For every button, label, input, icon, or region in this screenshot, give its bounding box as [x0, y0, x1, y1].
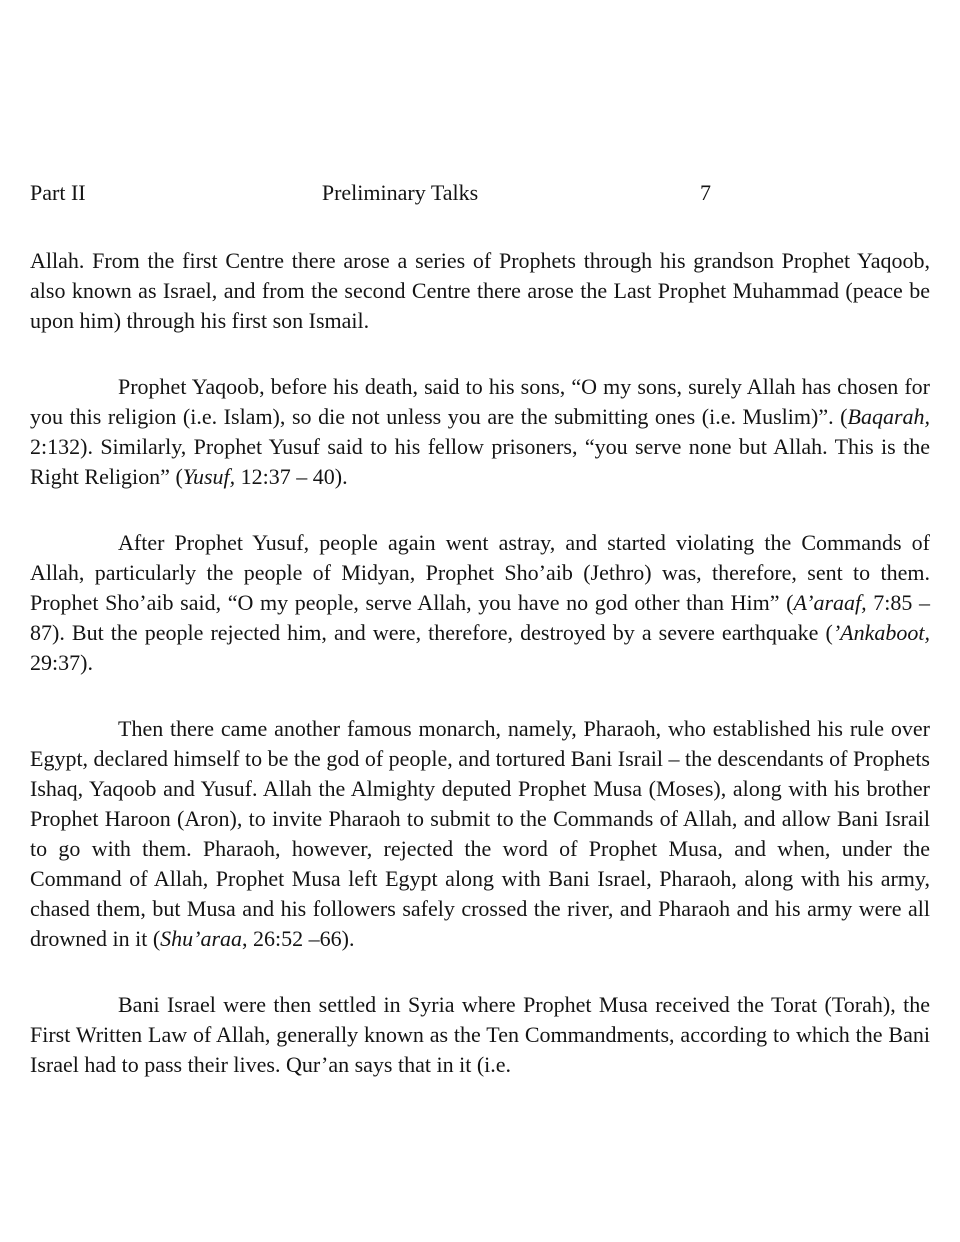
header-part-label: Part II	[30, 180, 86, 205]
paragraph	[30, 714, 930, 954]
text-run: Allah. From the first Centre there arose a series of Prophets through his grandson Prophet Yaqoob, also known as Israel, and from the second Centre there arose the Last Prophet Muhammad (peace be upon him) through his first son Ismail.	[30, 248, 930, 333]
text-run: Bani Israel were then settled in Syria where Prophet Musa received the Torat (Torah), the First Written Law of Allah, generally known as the Ten Commandments, according to which the Bani Israel had to pass their lives. Qur’an says that in it (i.e.	[30, 992, 930, 1077]
citation-source: ’Ankaboot,	[832, 620, 930, 645]
paragraph	[30, 246, 930, 336]
paragraph	[30, 528, 930, 678]
page-header	[30, 178, 930, 208]
text-run: After Prophet Yusuf, people again went astray, and started violating the Commands of Allah, particularly the people of Midyan, Prophet Sho’aib (Jethro) was, therefore, sent to them. Prophet Sho’aib said, “O my people, serve Allah, you have no god other than Him” (	[30, 530, 930, 615]
paragraph	[30, 372, 930, 492]
citation-source: Yusuf,	[182, 464, 236, 489]
page-body	[30, 246, 930, 1080]
header-chapter-title: Preliminary Talks	[321, 180, 479, 205]
text-run: Prophet Yaqoob, before his death, said to his sons, “O my sons, surely Allah has chosen for you this religion (i.e. Islam), so die not unless you are the submitting ones (i.e. Muslim)”. (	[30, 374, 930, 429]
text-run: 7:85 – 87). But the people rejected him, and were, therefore, destroyed by a severe earthquake (	[30, 590, 930, 645]
paragraph	[30, 990, 930, 1080]
citation-source: Baqarah,	[847, 404, 930, 429]
text-run: 2:132). Similarly, Prophet Yusuf said to his fellow prisoners, “you serve none but Allah. This is the Right Religion” (	[30, 434, 930, 489]
citation-source: Shu’araa	[160, 926, 243, 951]
text-run: Then there came another famous monarch, namely, Pharaoh, who established his rule over Egypt, declared himself to be the god of people, and tortured Bani Israil – the descendants of Prophets Ishaq, Yaqoob and Yusuf. Allah the Almighty deputed Prophet Musa (Moses), along with his brother Prophet Haroon (Aron), to invite Pharaoh to submit to the Commands of Allah, and allow Bani Israil to go with them. Pharaoh, however, rejected the word of Prophet Musa, and when, under the Command of Allah, Prophet Musa left Egypt along with Bani Israel, Pharaoh, along with his army, chased them, but Musa and his followers safely crossed the river, and Pharaoh and his army were all drowned in it (	[30, 716, 930, 951]
page-number: 7	[700, 180, 711, 205]
text-run: , 26:52 –66).	[242, 926, 355, 951]
text-run: 12:37 – 40).	[235, 464, 348, 489]
citation-source: A’araaf,	[793, 590, 867, 615]
text-run: 29:37).	[30, 650, 93, 675]
